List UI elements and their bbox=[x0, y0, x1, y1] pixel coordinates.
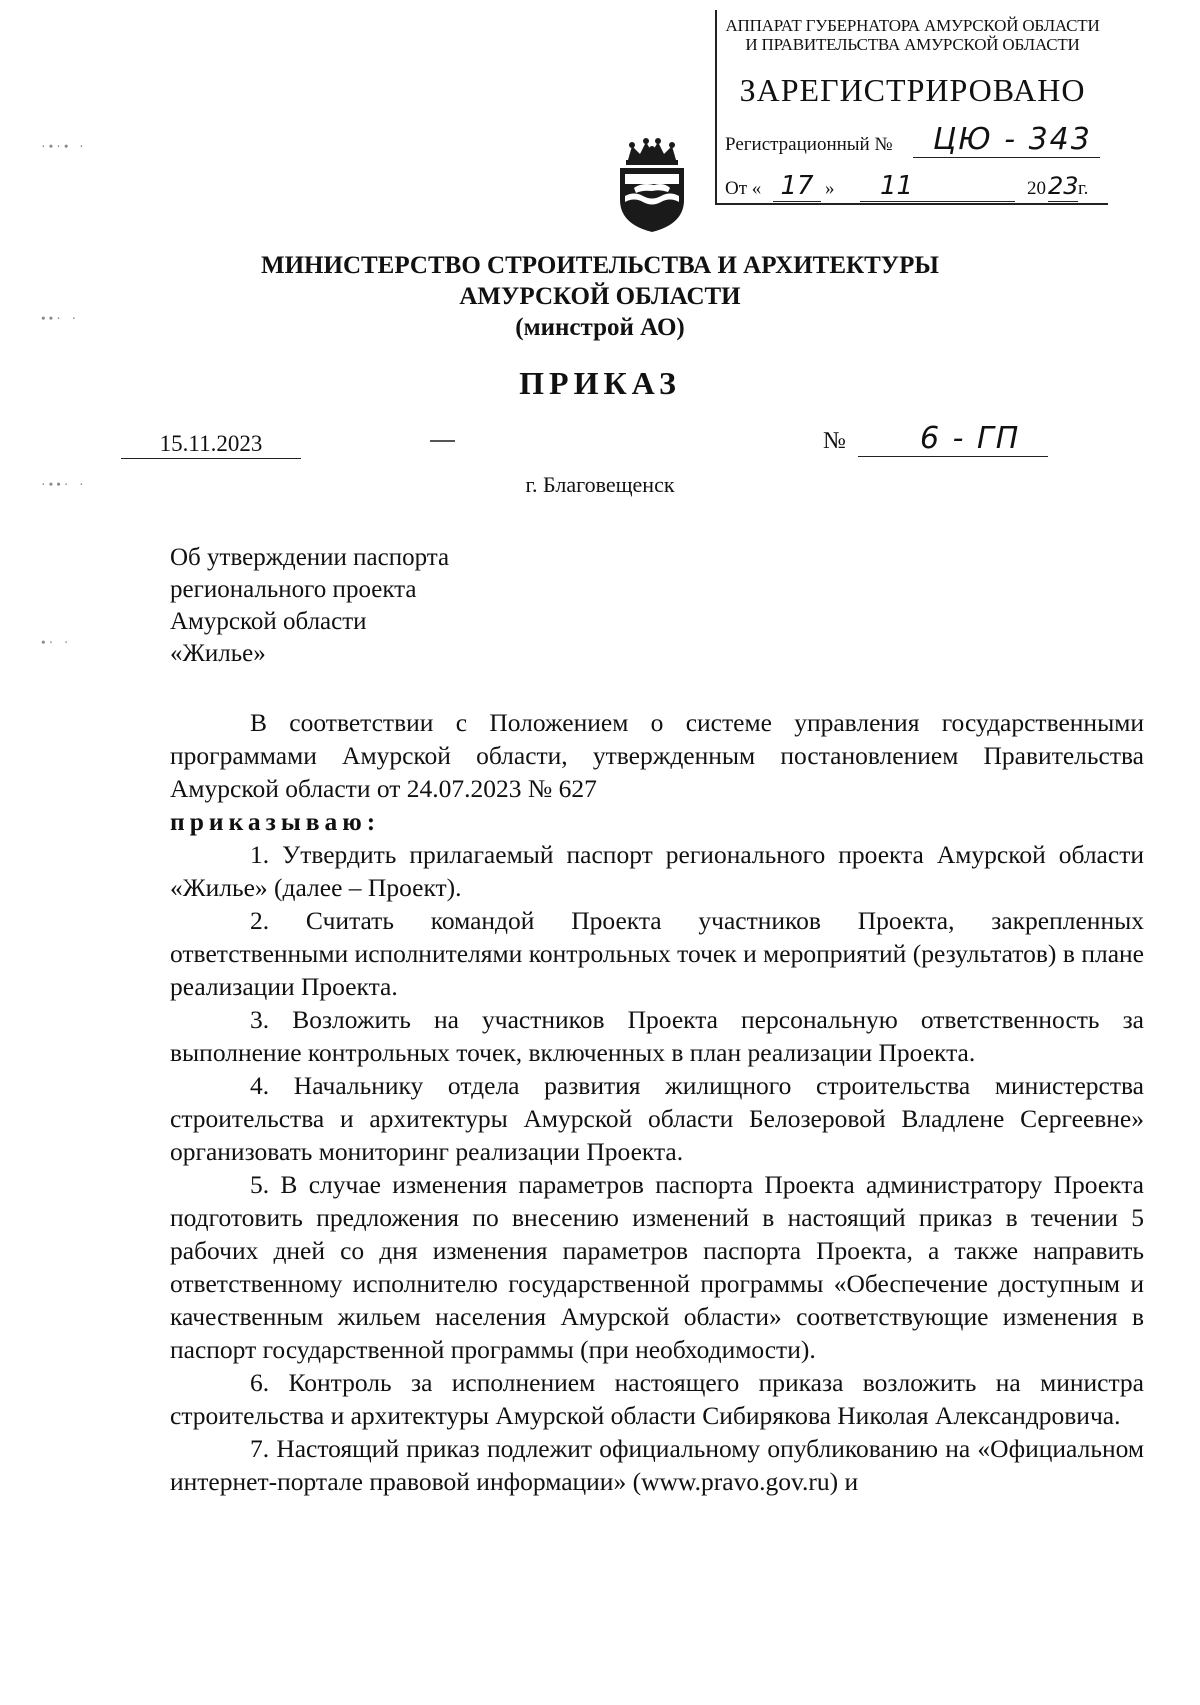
order-item-4: 4. Начальнику отдела развития жилищного строительства министерства строительства и архитектуры Амурской области Белозеровой Владлене Сергеевне» организовать мониторинг реализации Проекта. bbox=[170, 1071, 1144, 1166]
stamp-date-quote: » bbox=[825, 178, 835, 199]
stamp-date-row bbox=[725, 168, 1100, 204]
order-subject bbox=[170, 542, 449, 670]
stamp-year-suffix: 23 bbox=[1048, 172, 1079, 200]
registration-stamp bbox=[715, 10, 1108, 205]
scan-mark: ∙· · bbox=[40, 636, 71, 649]
order-number-sign: № bbox=[823, 428, 846, 454]
preamble-paragraph: В соответствии с Положением о системе управления государственными программами Амурской области, утвержденным постановлением Правительства Амурской области от 24.07.2023 № 627 bbox=[170, 708, 1144, 803]
stamp-status: ЗАРЕГИСТРИРОВАНО bbox=[739, 72, 1086, 108]
order-body bbox=[170, 706, 1144, 1498]
stamp-date-prefix: От « bbox=[725, 178, 762, 199]
stamp-registration-number-row bbox=[725, 122, 1100, 158]
ministry-short-name: (минстрой АО) bbox=[515, 314, 685, 341]
decree-word: приказываю: bbox=[170, 807, 381, 836]
stamp-date-day: 17 bbox=[773, 171, 821, 202]
scan-mark: ∙∙· · bbox=[40, 312, 79, 325]
order-city: г. Благовещенск bbox=[525, 472, 675, 497]
stamp-reg-label: Регистрационный № bbox=[725, 134, 893, 155]
order-item-6: 6. Контроль за исполнением настоящего приказа возложить на министра строительства и архитектуры Амурской области Сибирякова Николая Александровича. bbox=[170, 1368, 1144, 1430]
stamp-year-prefix: 20 bbox=[1027, 178, 1046, 199]
stamp-organization bbox=[717, 16, 1108, 54]
order-date: 15.11.2023 bbox=[121, 430, 301, 459]
stamp-reg-number: ЦЮ - 343 bbox=[913, 123, 1100, 158]
stamp-org-line2: И ПРАВИТЕЛЬСТВА АМУРСКОЙ ОБЛАСТИ bbox=[745, 35, 1080, 54]
order-item-7: 7. Настоящий приказ подлежит официальному опубликованию на «Официальном интернет-портале правовой информации» (www.pravo.gov.ru) и bbox=[170, 1434, 1144, 1496]
ministry-header bbox=[0, 250, 1200, 343]
scan-mark: ·∙·∙ · bbox=[40, 140, 86, 153]
stamp-org-line1: АППАРАТ ГУБЕРНАТОРА АМУРСКОЙ ОБЛАСТИ bbox=[725, 16, 1100, 35]
stamp-date-month: 11 bbox=[860, 171, 1015, 202]
ministry-name-line1: МИНИСТЕРСТВО СТРОИТЕЛЬСТВА И АРХИТЕКТУРЫ bbox=[261, 252, 939, 279]
subject-line: «Жилье» bbox=[170, 640, 266, 667]
order-number: 6 - ГП bbox=[858, 422, 1048, 457]
subject-line: регионального проекта bbox=[170, 576, 417, 603]
order-item-1: 1. Утвердить прилагаемый паспорт регионального проекта Амурской области «Жилье» (далее – Проект). bbox=[170, 840, 1144, 902]
scan-mark: ·∙∙· · bbox=[40, 478, 86, 491]
stamp-year-end: г. bbox=[1078, 178, 1089, 199]
order-item-2: 2. Считать командой Проекта участников Проекта, закрепленных ответственными исполнителями контрольных точек и мероприятий (результатов) в плане реализации Проекта. bbox=[170, 906, 1144, 1001]
order-item-3: 3. Возложить на участников Проекта персональную ответственность за выполнение контрольных точек, включенных в план реализации Проекта. bbox=[170, 1005, 1144, 1067]
order-item-5: 5. В случае изменения параметров паспорта Проекта администратору Проекта подготовить предложения по внесению изменений в настоящий приказ в течении 5 рабочих дней со дня изменения параметров паспорта Проекта, а также направить ответственному исполнителю государственной программы «Обеспечение доступным и качественным жильем населения Амурской области» соответствующие изменения в паспорт государственной программы (при необходимости). bbox=[170, 1170, 1144, 1364]
document-type-title: ПРИКАЗ bbox=[519, 365, 681, 401]
ministry-name-line2: АМУРСКОЙ ОБЛАСТИ bbox=[459, 283, 741, 310]
subject-line: Об утверждении паспорта bbox=[170, 544, 450, 571]
scan-dash bbox=[430, 440, 455, 442]
subject-line: Амурской области bbox=[170, 608, 367, 635]
coat-of-arms-icon bbox=[614, 138, 690, 234]
